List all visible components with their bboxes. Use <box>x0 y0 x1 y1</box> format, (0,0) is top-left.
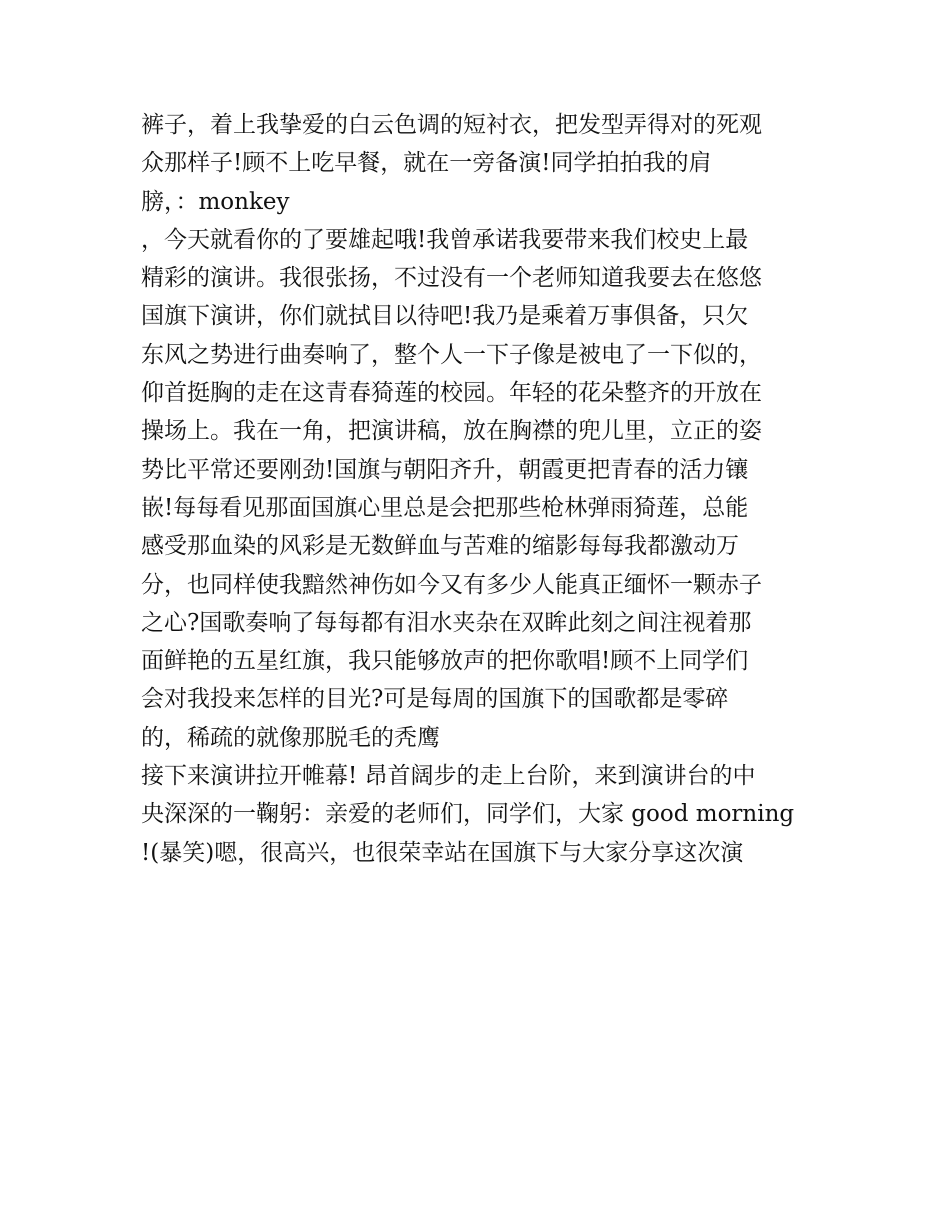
text-line: 精彩的演讲。我很张扬，不过没有一个老师知道我要去在悠悠 <box>141 265 762 292</box>
text-line: 会对我投来怎样的目光?可是每周的国旗下的国歌都是零碎 <box>141 686 729 713</box>
text-line: 众那样子!顾不上吃早餐，就在一旁备演!同学拍拍我的肩 <box>141 150 712 177</box>
text-line: 仰首挺胸的走在这青春猗莲的校园。年轻的花朵整齐的开放在 <box>141 380 762 407</box>
text-line: 国旗下演讲，你们就拭目以待吧!我乃是乘着万事俱备，只欠 <box>141 303 749 330</box>
text-line: 裤子，着上我挚爱的白云色调的短衬衣，把发型弄得对的死观 <box>141 112 762 138</box>
text-line: 央深深的一鞠躬：亲爱的老师们，同学们，大家 good morning <box>141 801 795 828</box>
text-line: 感受那血染的风彩是无数鲜血与苦难的缩影每每我都激动万 <box>141 533 739 560</box>
text-line: 接下来演讲拉开帷幕! 昂首阔步的走上台阶，来到演讲台的中 <box>141 763 756 790</box>
text-line: 面鲜艳的五星红旗，我只能够放声的把你歌唱!顾不上同学们 <box>141 648 749 675</box>
text-line: 分，也同样使我黯然神伤如今又有多少人能真正缅怀一颗赤子 <box>141 571 762 598</box>
text-line: ，今天就看你的了要雄起哦!我曾承诺我要带来我们校史上最 <box>141 226 749 253</box>
text-line: 势比平常还要刚劲!国旗与朝阳齐升，朝霞更把青春的活力镶 <box>141 456 749 483</box>
text-line: !(暴笑)嗯，很高兴，也很荣幸站在国旗下与大家分享这次演 <box>141 839 744 866</box>
text-line: 的，稀疏的就像那脱毛的秃鹰 <box>141 724 440 751</box>
text-line: 膀，：monkey <box>141 188 290 215</box>
text-line: 东风之势进行曲奏响了，整个人一下子像是被电了一下似的， <box>141 341 762 368</box>
body-text <box>141 106 821 872</box>
text-line: 嵌!每每看见那面国旗心里总是会把那些枪林弹雨猗莲，总能 <box>141 494 749 521</box>
text-line: 之心?国歌奏响了每每都有泪水夹杂在双眸此刻之间注视着那 <box>141 609 752 636</box>
text-line: 操场上。我在一角，把演讲稿，放在胸襟的兜儿里，立正的姿 <box>141 418 762 445</box>
